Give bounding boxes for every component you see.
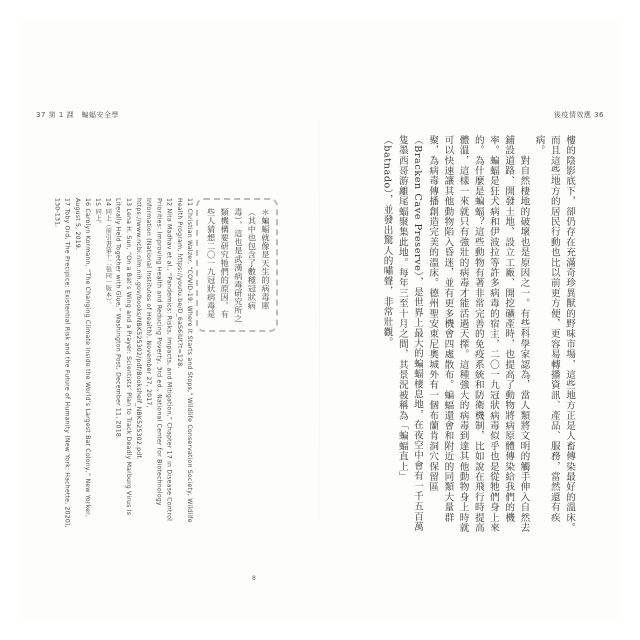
page-marker: 8	[252, 575, 256, 582]
left-page	[20, 20, 320, 620]
body-text: 樓的陰影底下，卻仍存在充滿奇珍異獸的野味市場，這些地方正是人畜傳染最好的溫床。而且這些地方的居民行動也比以前更方便，更容易轉播資訊、產品、服務，當然還有疾病。 對自然棲地的破壞也是原因之一。有些科學家認為，當人類將文明的觸手伸入自然去鋪設道路、開發土地、設立工廠、開挖礦產時，也提高了動物將病原體傳染給我們的機率。蝙蝠是狂犬病和伊波拉等許多病毒的宿主，二〇一九冠狀病毒似乎也是從牠們身上來的。為什麼是蝙蝠？這些動物有著非常完善的免疫系統和防衛機制，比如說在飛行時提高體溫，這樣一來就只有強壯的病毒才能活過天擇。這種強大的病毒到達其他動物身上時就可以快速讓其他動物陷入昏迷，並有更多機會四處散布。蝙蝠還會和附近的同類大量群聚，為病毒傳播創造完美的溫床。德州聖安東尼奧城外有一個布蘭肯洞穴保留區（Bracken Cave Preserve），是世界上最大的蝙蝠棲息地，在夜空中會有一千五百萬隻墨西哥游離尾蝠聚集此地。每年三至十月之間，其景況被稱為「蝙蝠直上」（batnado），並發出驚人的嘯聲，非常壯觀。	[381, 135, 575, 533]
left-running-head: 37 第 1 課 蝙蝠安全學	[36, 111, 120, 119]
sidebar-text: ＊蝙蝠就像是天生的病毒庫（其中也包含了數種冠狀病毒），這也是武漢病毒研究所之類機構要研究牠們的原因。有些人猜想二〇一九冠狀病毒是	[206, 208, 271, 323]
book-spread	[20, 20, 620, 620]
sidebar-box	[196, 198, 278, 332]
endnotes: 11 Christian Walzer, “COVID-19: Where It Starts and Stops,” Wildlife Conservation Society, Wildlife Health Program, https://youtu.be/D_6aS6iUt?t=128. 12 Nita Madhav et al., “Pandemics: Risks, Impacts, and Mitigation,” Chapter 17 in Disease Control Priorities: Improving Health and Reducing Poverty, 3rd ed., National Center for Biotechnology Information (National Institutes of Health), November 27, 2017, https://www.ncbi.nlm.nih.gov/books/NBK525302/pdf/Bookshelf_NBK525302.pdf. 13 Lena H. Sun, “On a Bat’s Wing and a Prayer: Scientists’ Plan to Track Deadly Marburg Virus Is Literally Held Together with Glue,” Washington Post, December 11, 2018. 14 同上（前引書第十二張同一版本）。 15 同上。 16 Carolyn Kormann, “The Changing Climate Inside the World’s Largest Bat Colony,” New Yorker, August 5, 2019. 17 Toby Ord, The Precipice: Existential Risk and the Future of Humanity (New York: Hachette, 2020), 130-131.	[53, 198, 193, 528]
right-running-head: 後疫情效應 36	[553, 111, 604, 119]
right-page	[320, 20, 620, 620]
